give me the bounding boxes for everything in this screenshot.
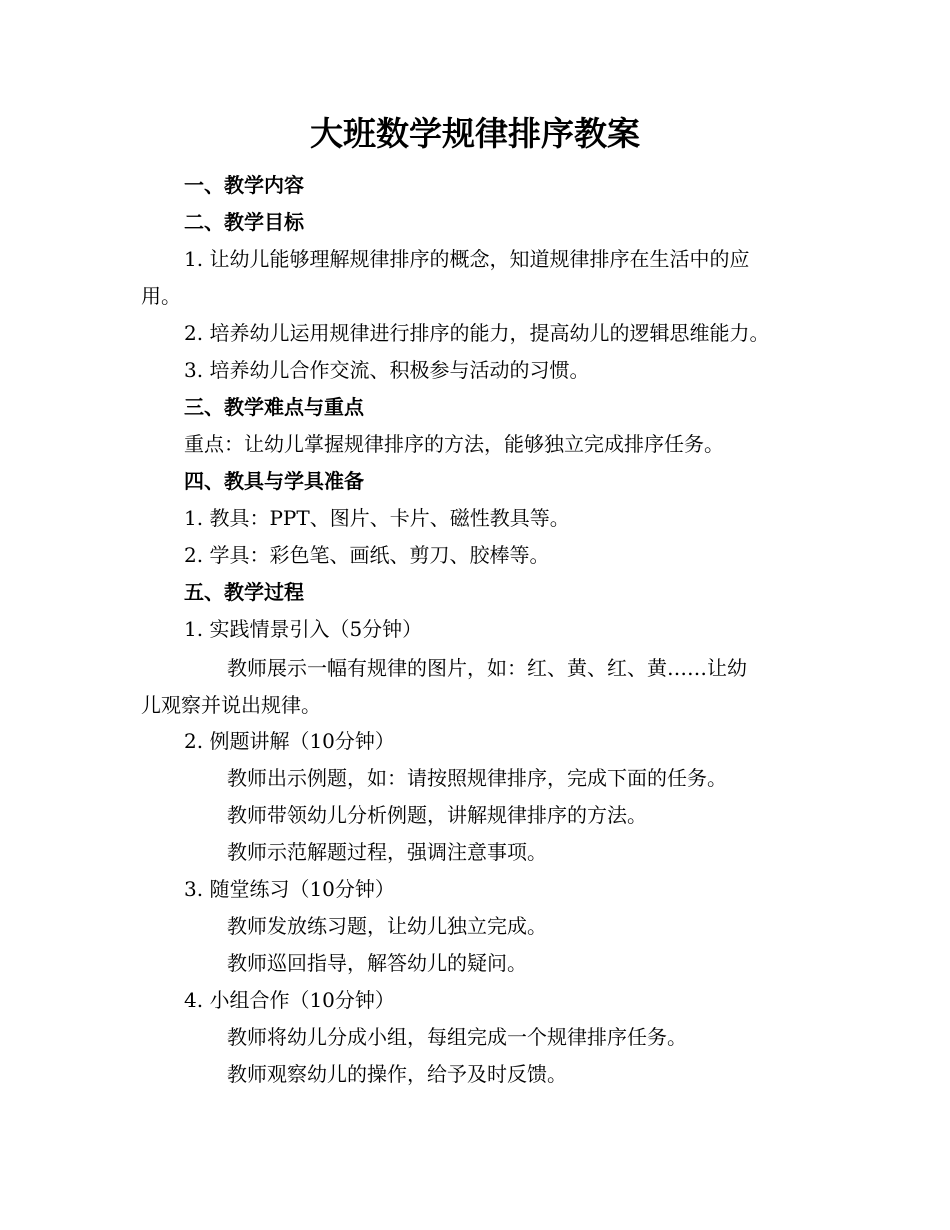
materials-student: 2. 学具：彩色笔、画纸、剪刀、胶棒等。: [184, 543, 550, 567]
goal-1-line-1: 1. 让幼儿能够理解规律排序的概念，知道规律排序在生活中的应: [184, 247, 750, 271]
goal-1-line-2: 用。: [141, 284, 181, 308]
step-4-line-2: 教师观察幼儿的操作，给予及时反馈。: [227, 1062, 567, 1086]
key-point: 重点：让幼儿掌握规律排序的方法，能够独立完成排序任务。: [184, 432, 724, 456]
step-2-line-2: 教师带领幼儿分析例题，讲解规律排序的方法。: [227, 803, 647, 827]
section-heading-process: 五、教学过程: [184, 580, 304, 604]
step-4-title: 4. 小组合作（10分钟）: [184, 988, 395, 1012]
step-2-line-3: 教师示范解题过程，强调注意事项。: [227, 840, 547, 864]
section-heading-key-points: 三、教学难点与重点: [184, 395, 364, 419]
step-1-line-1: 教师展示一幅有规律的图片，如：红、黄、红、黄……让幼: [227, 656, 747, 680]
section-heading-content: 一、教学内容: [184, 173, 304, 197]
step-2-title: 2. 例题讲解（10分钟）: [184, 729, 395, 753]
document-title: 大班数学规律排序教案: [310, 114, 640, 153]
materials-teacher: 1. 教具：PPT、图片、卡片、磁性教具等。: [184, 506, 570, 530]
section-heading-goals: 二、教学目标: [184, 210, 304, 234]
step-1-title: 1. 实践情景引入（5分钟）: [184, 617, 423, 641]
goal-3: 3. 培养幼儿合作交流、积极参与活动的习惯。: [184, 358, 590, 382]
goal-2: 2. 培养幼儿运用规律进行排序的能力，提高幼儿的逻辑思维能力。: [184, 321, 770, 345]
step-3-line-1: 教师发放练习题，让幼儿独立完成。: [227, 914, 547, 938]
step-3-line-2: 教师巡回指导，解答幼儿的疑问。: [227, 951, 527, 975]
step-4-line-1: 教师将幼儿分成小组，每组完成一个规律排序任务。: [227, 1025, 687, 1049]
step-1-line-2: 儿观察并说出规律。: [141, 693, 321, 717]
step-2-line-1: 教师出示例题，如：请按照规律排序，完成下面的任务。: [227, 766, 727, 790]
section-heading-materials: 四、教具与学具准备: [184, 469, 364, 493]
step-3-title: 3. 随堂练习（10分钟）: [184, 877, 395, 901]
